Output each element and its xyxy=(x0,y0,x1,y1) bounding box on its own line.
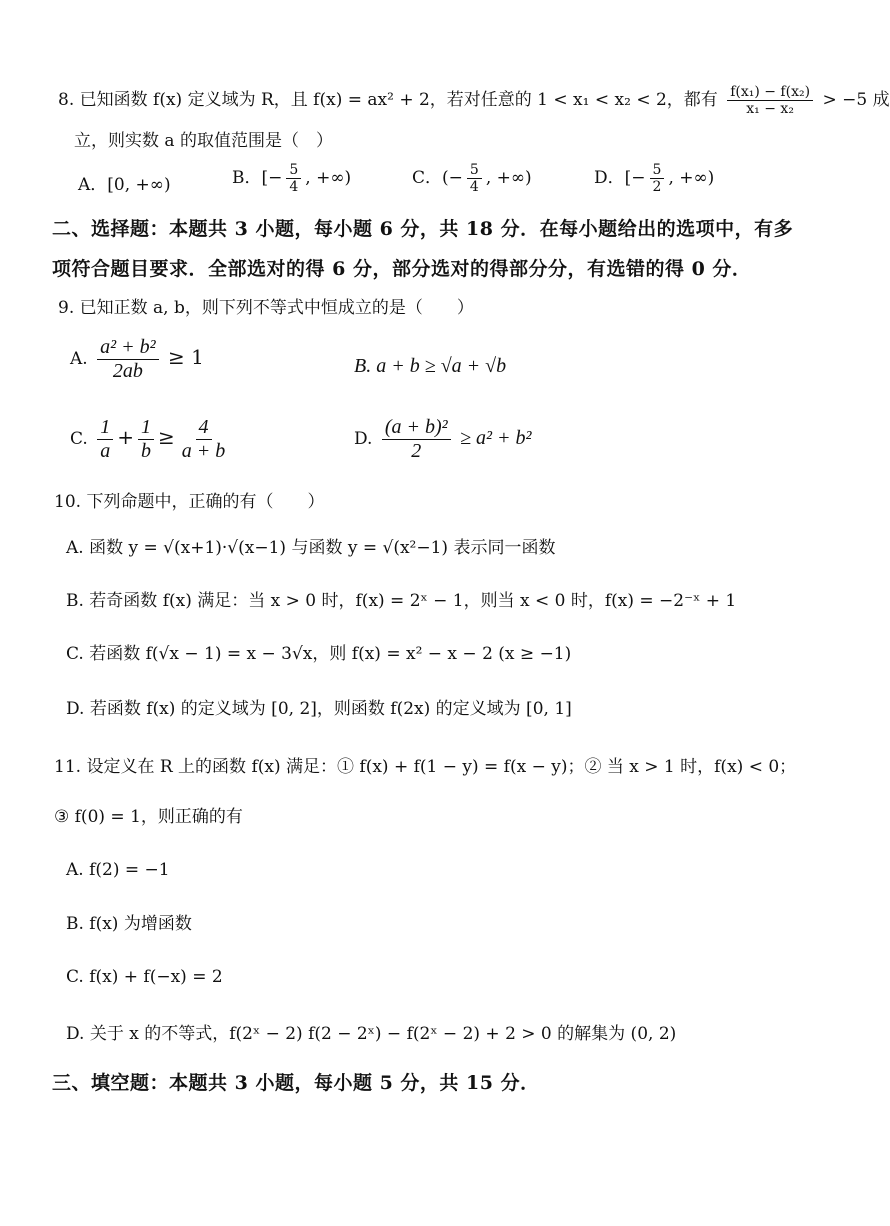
q11-option-c: C. f(x) + f(−x) = 2 xyxy=(66,967,223,987)
q9-option-a-num: a² + b² xyxy=(97,336,159,360)
q8-option-c-num: 5 xyxy=(467,162,482,179)
q9-option-c-frac3-den: a + b xyxy=(181,440,226,462)
q11-stem-line1: 11. 设定义在 R 上的函数 f(x) 满足：① f(x) + f(1 − y) = f(x − y)；② 当 x > 1 时，f(x) < 0； xyxy=(54,757,797,777)
q9-option-a-fraction xyxy=(97,336,159,383)
q8-stem-text: 8. 已知函数 f(x) 定义域为 R，且 f(x) = ax² + 2，若对任意的 1 < x₁ < x₂ < 2，都有 xyxy=(58,90,718,111)
q11-option-d: D. 关于 x 的不等式，f(2ˣ − 2) f(2 − 2ˣ) − f(2ˣ − 2) + 2 > 0 的解集为 (0, 2) xyxy=(66,1024,677,1044)
q8-option-d-fraction xyxy=(650,162,665,195)
q8-option-c-den: 4 xyxy=(469,179,479,196)
q9-option-d xyxy=(354,416,532,463)
q8-option-c xyxy=(412,162,532,195)
q9-option-a-den: 2ab xyxy=(112,360,143,382)
q8-option-a: A．[0, +∞) xyxy=(78,175,171,195)
q8-fraction xyxy=(727,84,813,117)
q9-option-c-frac1-den: a xyxy=(100,440,111,462)
q8-option-b-suffix: , +∞) xyxy=(305,168,352,189)
q9-option-c-frac1-num: 1 xyxy=(97,416,113,440)
section3-heading: 三、填空题：本题共 3 小题，每小题 5 分，共 15 分． xyxy=(52,1072,540,1094)
q9-option-d-tail: ≥ a² + b² xyxy=(460,427,532,449)
q11-stem-line2: ③ f(0) = 1，则正确的有 xyxy=(54,807,243,827)
q8-stem-line1 xyxy=(58,84,890,117)
q9-option-d-num: (a + b)² xyxy=(382,416,451,440)
q9-option-a-tail: ≥ 1 xyxy=(168,345,204,369)
q8-option-b-num: 5 xyxy=(286,162,301,179)
q8-stem-tail: > −5 成 xyxy=(822,90,890,111)
section2-heading-line1: 二、选择题：本题共 3 小题，每小题 6 分，共 18 分．在每小题给出的选项中，有多 xyxy=(52,218,794,240)
q8-option-d xyxy=(594,162,714,195)
q8-option-b xyxy=(232,162,351,195)
q8-option-d-prefix: D．[− xyxy=(594,168,646,189)
q9-option-c-frac1 xyxy=(97,416,113,463)
q9-option-c-frac3 xyxy=(179,416,229,463)
q8-fraction-numerator: f(x₁) − f(x₂) xyxy=(727,84,813,101)
q9-option-d-label: D. xyxy=(354,429,373,449)
q8-fraction-denominator: x₁ − x₂ xyxy=(746,101,794,118)
q8-option-d-suffix: , +∞) xyxy=(668,168,715,189)
q9-option-c-plus: + xyxy=(117,425,134,449)
q10-option-b: B. 若奇函数 f(x) 满足：当 x > 0 时，f(x) = 2ˣ − 1，则当 x < 0 时，f(x) = −2⁻ˣ + 1 xyxy=(66,591,737,611)
q8-option-d-den: 2 xyxy=(652,179,662,196)
q8-option-c-fraction xyxy=(467,162,482,195)
q8-option-b-den: 4 xyxy=(289,179,299,196)
q11-option-a: A. f(2) = −1 xyxy=(66,860,170,880)
q9-option-b: B. a + b ≥ √a + √b xyxy=(354,355,507,377)
q9-option-c xyxy=(70,416,232,463)
q9-option-c-frac2 xyxy=(138,416,154,463)
q9-option-c-ge: ≥ xyxy=(157,425,175,449)
q10-option-a: A. 函数 y = √(x+1)·√(x−1) 与函数 y = √(x²−1) 表示同一函数 xyxy=(66,538,556,558)
q10-option-c: C. 若函数 f(√x − 1) = x − 3√x，则 f(x) = x² − x − 2 (x ≥ −1) xyxy=(66,644,572,664)
q8-option-d-num: 5 xyxy=(650,162,665,179)
section2-heading-line2: 项符合题目要求．全部选对的得 6 分，部分选对的得部分分，有选错的得 0 分． xyxy=(52,258,752,280)
q9-option-a-label: A. xyxy=(70,349,88,369)
q9-option-a xyxy=(70,336,204,383)
q9-option-c-frac2-den: b xyxy=(140,440,151,462)
q8-option-c-suffix: , +∞) xyxy=(485,168,532,189)
q8-stem-line2: 立，则实数 a 的取值范围是（ ） xyxy=(74,131,333,151)
q9-option-c-frac3-num: 4 xyxy=(196,416,212,440)
q9-option-c-frac2-num: 1 xyxy=(138,416,154,440)
q10-option-d: D. 若函数 f(x) 的定义域为 [0, 2]，则函数 f(2x) 的定义域为 [0, 1] xyxy=(66,699,572,719)
q9-option-d-fraction xyxy=(382,416,451,463)
q10-stem: 10. 下列命题中，正确的有（ ） xyxy=(54,492,325,512)
q8-option-c-prefix: C．(− xyxy=(412,168,463,189)
q9-option-d-den: 2 xyxy=(411,440,422,462)
q9-stem: 9. 已知正数 a, b，则下列不等式中恒成立的是（ ） xyxy=(58,298,474,318)
q9-option-c-label: C. xyxy=(70,429,88,449)
q8-option-b-prefix: B．[− xyxy=(232,168,283,189)
q11-option-b: B. f(x) 为增函数 xyxy=(66,914,192,934)
q8-option-b-fraction xyxy=(286,162,301,195)
